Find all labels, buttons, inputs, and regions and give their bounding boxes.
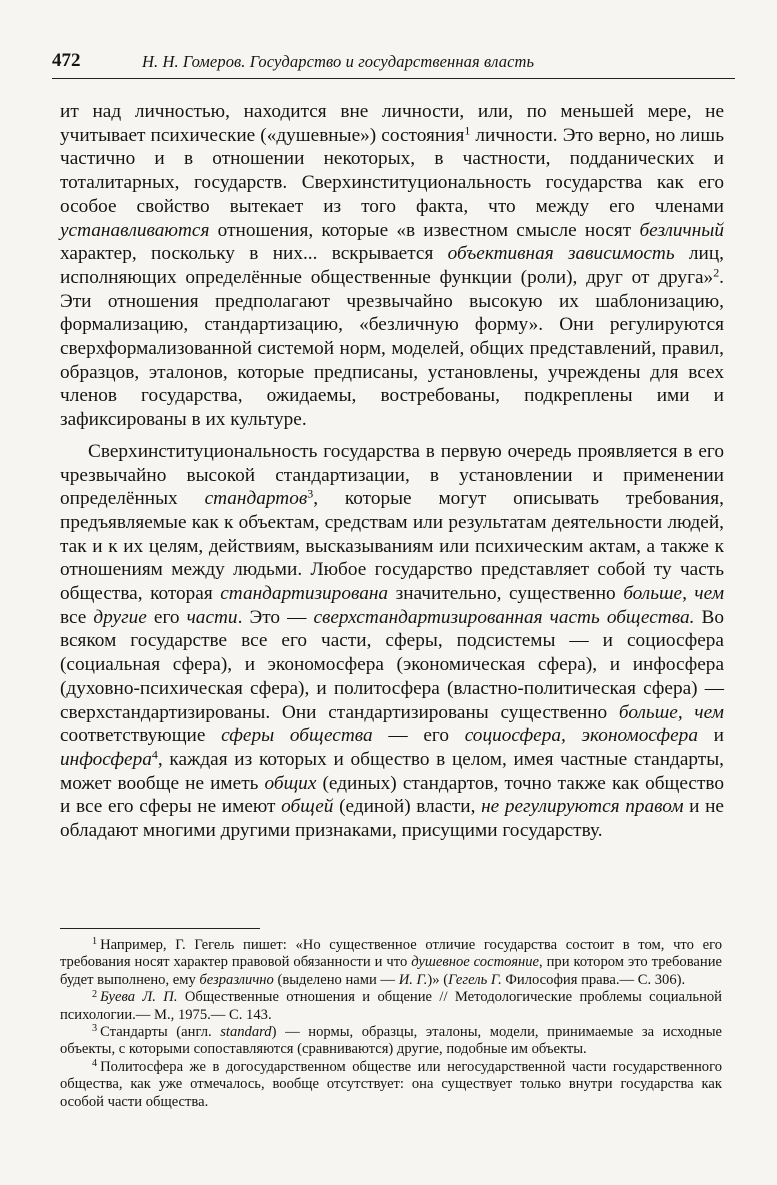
footnote-reference: 1 (464, 123, 471, 138)
emphasized-text: И. Г. (398, 971, 428, 988)
emphasized-text: не регулируются правом (481, 796, 684, 818)
text-segment: все (60, 606, 94, 628)
text-segment: значительно, существенно (388, 583, 624, 605)
running-title: Н. Н. Гомеров. Государство и государственная власть (142, 52, 535, 71)
text-segment: лиц, исполняющих определённые общественные функции (роли), друг от друга» (60, 243, 724, 288)
footnote (60, 989, 722, 1024)
text-segment: его (146, 606, 187, 628)
paragraph (60, 440, 724, 843)
emphasized-text: сверхстандартизированная часть общества. (313, 606, 695, 628)
footnote (60, 937, 722, 989)
emphasized-text: общей (281, 796, 334, 818)
footnote-number: 3 (92, 1023, 98, 1035)
footnote-reference: 3 (307, 486, 314, 501)
emphasized-text: социосфера, экономосфера (464, 725, 698, 747)
page-number: 472 (52, 50, 81, 71)
footnote-number: 4 (92, 1058, 98, 1070)
text-segment: Сверхинституциональность государства в первую очередь проявляется в его чрезвычайно высокой стандартизации, в установлении и применении определённых (60, 440, 724, 510)
footnote (60, 1024, 722, 1059)
text-segment: Например, Г. Гегель пишет: «Но существенное отличие государства состоит в том, что его требования носят характер правовой обязанности и что (60, 937, 722, 971)
text-segment: (единых) стандартов, точно также как общество и все его сферы не имеют (60, 772, 725, 818)
text-segment: Общественные отношения и общение // Методологические проблемы социальной психологии.— М., 1975.— С. 143. (60, 989, 722, 1023)
text-segment: отношения, которые «в известном смысле носят (209, 219, 640, 241)
emphasized-text: другие (93, 606, 147, 628)
text-segment: личности. Это верно, но лишь частично и в отношении некоторых, в частности, подданических и тоталитарных, государств. Сверхинституциональность государства как его особое свойство вытекает из того факта, что между его членами (60, 124, 724, 217)
footnotes (60, 937, 722, 1111)
emphasized-text: больше, чем (618, 701, 724, 723)
footnote-number: 1 (92, 936, 98, 948)
text-segment: , каждая из которых и общество в целом, имея частные стандарты, может вообще не иметь (60, 748, 724, 794)
text-segment: Стандарты (англ. (100, 1024, 221, 1041)
text-segment: ) — нормы, образцы, эталоны, модели, принимаемые за исходные объекты, с которыми сопоставляются (сравниваются) другие, подобные им объекты. (60, 1024, 722, 1058)
text-segment: ит над личностью, находится вне личности, или, по меньшей мере, не учитывает психические («душевные») состояния (60, 101, 724, 146)
emphasized-text: Буева Л. П. (100, 989, 178, 1006)
page-header (52, 48, 735, 79)
text-segment: (единой) власти, (333, 796, 482, 818)
text-segment: )» ( (427, 971, 449, 988)
text-segment: Философия права.— С. 306). (501, 971, 686, 988)
emphasized-text: стандартов (204, 488, 308, 510)
emphasized-text: безличный (639, 219, 724, 241)
emphasized-text: сферы общества (221, 725, 373, 747)
emphasized-text: инфосфера (60, 748, 152, 770)
emphasized-text: душевное состояние (411, 954, 540, 971)
text-segment: и не обладают многими другими признаками, присущими государству. (60, 796, 724, 842)
text-segment: , которые могут описывать требования, предъявляемые как к объектам, средствам или результатам деятельности людей, так и к их целям, действиям, высказываниям или психическим актам, а также к отношениям между людьми. Любое государство представляет собой ту часть общества, которая (60, 488, 724, 605)
text-segment: характер, поскольку в них... вскрывается (60, 243, 448, 265)
text-segment: . Эти отношения предполагают чрезвычайно высокую их шаблонизацию, формализацию, стандартизацию, «безличную форму». Они регулируются сверхформализованной системой норм, моделей, общих представлений, правил, образцов, эталонов, которые предписаны, установлены, учреждены для всех членов государства, ожидаемы, востребованы, подкреплены ими и зафиксированы в их культуре. (60, 266, 724, 431)
footnote-number: 2 (92, 988, 98, 1000)
text-segment: (выделено нами — (273, 971, 399, 988)
text-segment: , при котором это требование будет выполнено, ему (60, 954, 722, 988)
emphasized-text: безразлично (199, 971, 274, 988)
footnote-reference: 2 (713, 265, 720, 280)
emphasized-text: общих (264, 772, 317, 794)
main-text (60, 100, 724, 851)
footnote-reference: 4 (151, 747, 158, 762)
footnote-divider (60, 928, 260, 929)
emphasized-text: Гегель Г. (448, 971, 502, 988)
text-segment: — его (372, 725, 465, 747)
text-segment: Во всяком государстве все его части, сферы, подсистемы — и социосфера (социальная сфера), и экономосфера (экономическая сфера), и инфосфера (духовно-психическая сфера), и политосфера (властно-политическая сфера) — сверхстандартизированы. Они стандартизированы существенно (60, 606, 724, 723)
emphasized-text: больше, чем (623, 583, 725, 605)
footnote (60, 1059, 722, 1111)
emphasized-text: standard (220, 1024, 272, 1041)
emphasized-text: объективная зависимость (447, 243, 675, 265)
emphasized-text: устанавливаются (60, 219, 210, 241)
paragraph (60, 100, 724, 432)
text-segment: Политосфера же в догосударственном обществе или негосударственной части государственного общества, как уже отмечалось, вообще отсутствует: она существует только внутри государства как особой части общества. (60, 1058, 722, 1110)
text-segment: и (697, 725, 725, 747)
text-segment: . Это — (237, 606, 314, 628)
emphasized-text: части (186, 606, 238, 628)
emphasized-text: стандартизирована (220, 583, 389, 605)
text-segment: соответствующие (60, 725, 222, 747)
